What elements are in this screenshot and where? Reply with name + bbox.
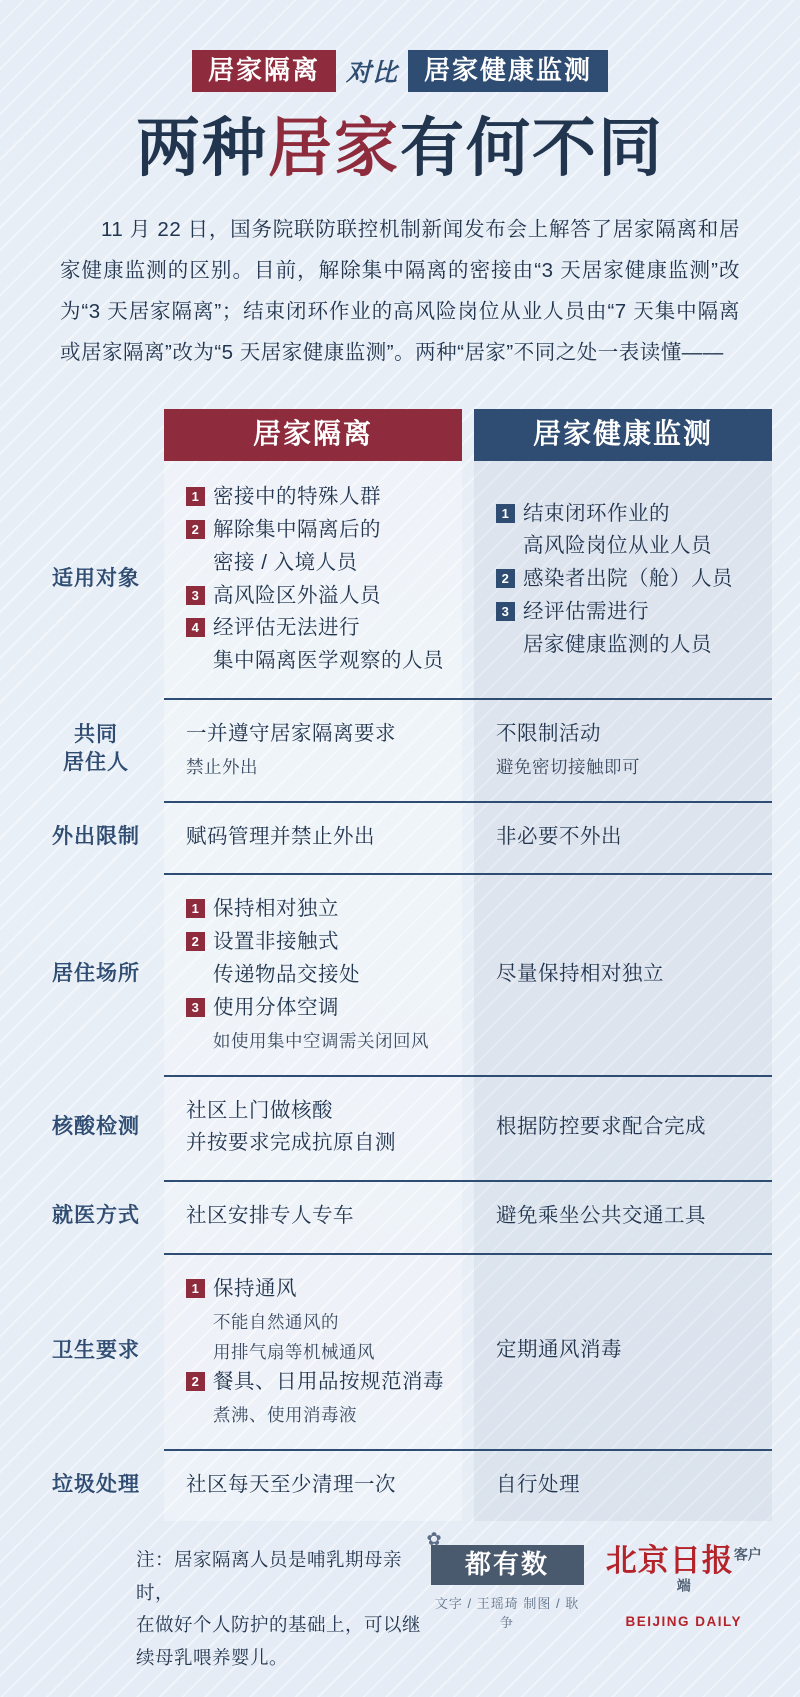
tagline (0, 50, 800, 92)
cell-text: 解除集中隔离后的 (213, 517, 381, 541)
cell-text: 赋码管理并禁止外出 (186, 824, 375, 848)
row-cell-right (474, 801, 772, 874)
footer (28, 1529, 772, 1675)
table-row (28, 1075, 772, 1181)
cell-text: 根据防控要求配合完成 (496, 1115, 706, 1139)
row-label: 外出限制 (52, 824, 140, 848)
cell-text: 居家健康监测的人员 (523, 632, 712, 656)
row-cell-left (164, 1180, 462, 1253)
row-cell-right (474, 461, 772, 698)
footnote (28, 1545, 431, 1675)
tag-home-health-monitoring: 居家健康监测 (408, 50, 608, 92)
cell-text: 感染者出院（舱）人员 (523, 567, 733, 591)
row-divider (164, 1449, 772, 1451)
row-cell-left (164, 1449, 462, 1522)
cell-text: 经评估需进行 (523, 599, 649, 623)
column-header-home-quarantine: 居家隔离 (164, 409, 462, 461)
cell-text: 社区安排专人专车 (186, 1204, 354, 1228)
cell-subtext: 不能自然通风的 (213, 1311, 339, 1332)
cell-text: 保持通风 (213, 1277, 297, 1301)
list-number: 2 (186, 1372, 205, 1391)
list-number: 2 (496, 569, 515, 588)
row-label: 垃圾处理 (52, 1472, 140, 1496)
cell-text: 集中隔离医学观察的人员 (213, 649, 444, 673)
cell-text: 经评估无法进行 (213, 616, 360, 640)
cell-text: 高风险岗位从业人员 (523, 534, 712, 558)
row-label: 居住场所 (52, 961, 140, 985)
row-label (28, 698, 164, 801)
headline-part2: 有何不同 (400, 112, 664, 184)
row-cell-right (474, 1075, 772, 1181)
list-number: 1 (186, 899, 205, 918)
cell-text: 社区上门做核酸 (186, 1098, 333, 1122)
row-divider (164, 1253, 772, 1255)
row-cell-right (474, 1253, 772, 1449)
row-label-line1: 共同 (74, 722, 118, 746)
header (0, 0, 800, 183)
row-label: 卫生要求 (52, 1338, 140, 1362)
row-cell-left (164, 801, 462, 874)
row-cell-left (164, 461, 462, 698)
intro-paragraph: 11 月 22 日，国务院联防联控机制新闻发布会上解答了居家隔离和居家健康监测的区别。目前，解除集中隔离的密接由“3 天居家健康监测”改为“3 天居家隔离”；结束闭环作业的高风险岗位从业人员由“7 天集中隔离或居家隔离”改为“5 天居家健康监测”。两种“居家”不同之处一表读懂—— (60, 218, 740, 365)
table-row (28, 461, 772, 698)
row-divider (164, 801, 772, 803)
tag-home-quarantine: 居家隔离 (192, 50, 336, 92)
cell-subtext: 如使用集中空调需关闭回风 (213, 1030, 429, 1051)
list-number: 1 (186, 487, 205, 506)
row-cell-right (474, 1180, 772, 1253)
list-number: 3 (496, 602, 515, 621)
cell-text: 高风险区外溢人员 (213, 583, 381, 607)
brand-doushushu (426, 1529, 584, 1631)
row-cell-left (164, 1253, 462, 1449)
cell-text: 使用分体空调 (213, 995, 339, 1019)
cell-text: 一并遵守居家隔离要求 (186, 721, 396, 745)
table-row (28, 1253, 772, 1449)
footnote-line2: 在做好个人防护的基础上，可以继 (136, 1616, 422, 1637)
table-row (28, 1449, 772, 1522)
row-cell-right (474, 1449, 772, 1522)
row-divider (164, 1180, 772, 1182)
cell-text: 密接中的特殊人群 (213, 485, 381, 509)
row-label-line2: 居住人 (63, 751, 129, 775)
cell-subtext: 避免密切接触即可 (496, 756, 640, 777)
page-title (0, 114, 800, 183)
cell-text: 自行处理 (496, 1472, 580, 1496)
cell-subtext: 用排气扇等机械通风 (213, 1341, 375, 1362)
table-row (28, 698, 772, 801)
cell-text: 设置非接触式 (213, 930, 339, 954)
row-cell-left (164, 698, 462, 801)
table-row (28, 801, 772, 874)
list-number: 3 (186, 586, 205, 605)
cell-text: 避免乘坐公共交通工具 (496, 1204, 706, 1228)
brand-cn-sup: 客户端 (676, 1549, 762, 1596)
cell-text: 结束闭环作业的 (523, 501, 670, 525)
comparison-table (28, 409, 772, 1521)
cell-text: 非必要不外出 (496, 824, 622, 848)
cell-text: 餐具、日用品按规范消毒 (213, 1369, 444, 1393)
cell-text: 保持相对独立 (213, 897, 339, 921)
list-number: 4 (186, 618, 205, 637)
cell-text: 密接 / 入境人员 (213, 550, 358, 574)
table-rows (28, 461, 772, 1521)
row-cell-right (474, 873, 772, 1074)
credit-line: 文字 / 王瑶琦 制图 / 耿争 (434, 1596, 580, 1631)
footnote-line3: 续母乳喂养婴儿。 (136, 1648, 289, 1669)
cell-subtext: 禁止外出 (186, 756, 258, 777)
list-number: 2 (186, 520, 205, 539)
row-label: 就医方式 (52, 1204, 140, 1228)
cell-subtext: 煮沸、使用消毒液 (213, 1404, 357, 1425)
wechat-icon: ✿ (426, 1529, 442, 1550)
footnote-line1: 注：居家隔离人员是哺乳期母亲时， (136, 1551, 403, 1604)
brand-beijing-daily (602, 1545, 766, 1629)
row-label: 核酸检测 (52, 1115, 140, 1139)
row-label: 适用对象 (52, 567, 140, 591)
cell-text: 定期通风消毒 (496, 1338, 622, 1362)
row-cell-left (164, 873, 462, 1074)
cell-text: 社区每天至少清理一次 (186, 1472, 396, 1496)
row-divider (164, 1075, 772, 1077)
row-divider (164, 873, 772, 875)
row-cell-left (164, 1075, 462, 1181)
brand-cn-text: 北京日报 (605, 1543, 734, 1579)
cell-text: 并按要求完成抗原自测 (186, 1131, 396, 1155)
cell-text: 尽量保持相对独立 (496, 961, 664, 985)
row-cell-right (474, 698, 772, 801)
column-header-home-health-monitoring: 居家健康监测 (474, 409, 772, 461)
table-row (28, 1180, 772, 1253)
brand-logos (426, 1529, 772, 1631)
list-number: 2 (186, 932, 205, 951)
tag-versus: 对比 (345, 59, 398, 87)
table-row (28, 873, 772, 1074)
row-divider (164, 698, 772, 700)
headline-highlight: 居家 (268, 112, 400, 184)
brand-beijing-daily-en: BEIJING DAILY (625, 1614, 743, 1630)
brand-doushushu-name: 都有数 (431, 1545, 584, 1585)
cell-text: 不限制活动 (496, 721, 601, 745)
brand-beijing-daily-cn (602, 1545, 766, 1607)
headline-part1: 两种 (136, 112, 268, 184)
list-number: 3 (186, 998, 205, 1017)
list-number: 1 (496, 504, 515, 523)
cell-text: 传递物品交接处 (213, 963, 360, 987)
table-column-headers (164, 409, 772, 461)
list-number: 1 (186, 1279, 205, 1298)
